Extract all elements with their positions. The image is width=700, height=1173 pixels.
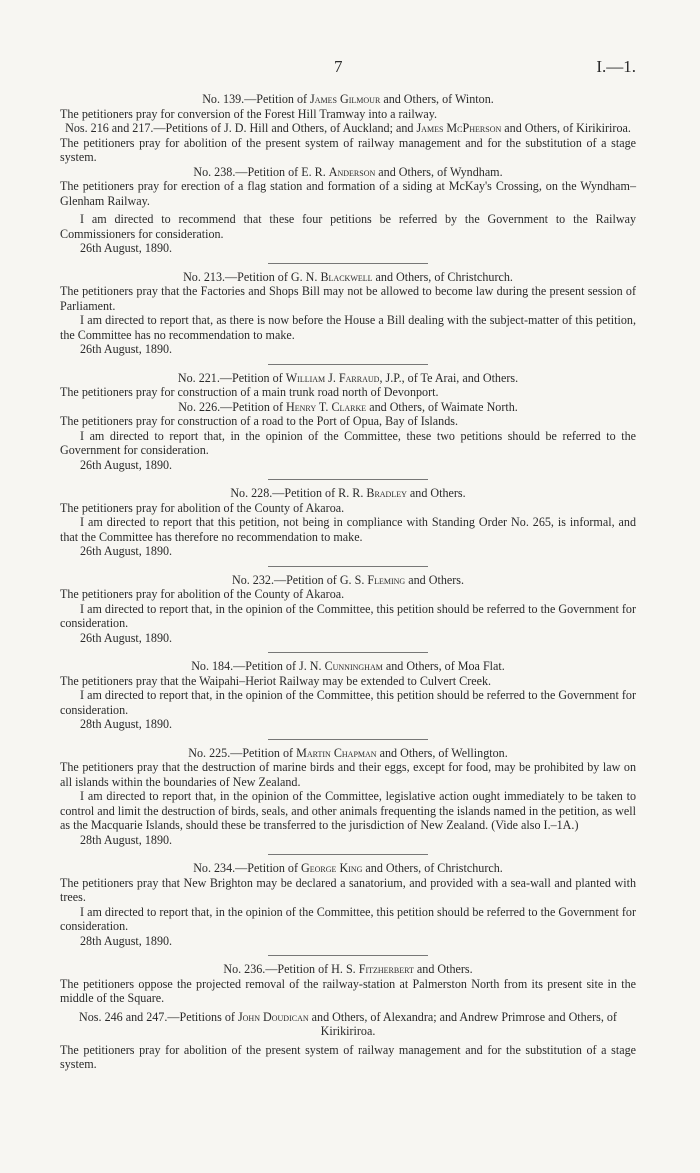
paper-reference: I.—1. [596,57,636,76]
section-rule [268,364,428,365]
petition-title-216-217: Nos. 216 and 217.—Petitions of J. D. Hill and Others, of Auckland; and James McPherson and Others, of Kirikiriroa. [65,121,631,135]
committee-report: I am directed to report that this petition, not being in compliance with Standing Order No. 265, is informal, and that the Committee has therefore no recommendation to make. [60,515,636,544]
section-rule [268,854,428,855]
report-date: 28th August, 1890. [80,717,173,731]
petition-text: The petitioners pray for abolition of the County of Akaroa. [60,500,345,515]
report-date: 26th August, 1890. [80,457,173,472]
report-date: 26th August, 1890. [80,544,173,558]
petition-title-236: No. 236.—Petition of H. S. Fitzherbert and Others. [223,962,473,976]
petition-text: The petitioners pray for abolition of the present system of railway management and for the substitution of a stage system. [60,1042,636,1071]
petition-title-232: No. 232.—Petition of G. S. Fleming and Others. [231,572,464,587]
section-rule [268,652,428,653]
committee-report: I am directed to recommend that these four petitions be referred by the Government to the Railway Commissioners for consideration. [60,212,636,241]
petition-title-246-247: Nos. 246 and 247.—Petitions of John Doudican and Others, of Alexandra; and Andrew Primrose and Others, of Kirikiriroa. [79,1009,617,1038]
committee-report: I am directed to report that, in the opinion of the Committee, legislative action ought immediately to be taken to control and limit the destruction of birds, seals, and other animals frequenting the islands named in the petition, as well as the Macquarie Islands, should these be transferred to the jurisdiction of New Zealand. (Vide also I.–1A.) [60,789,636,832]
page-number: 7 [334,57,343,76]
petition-text: The petitioners pray that New Brighton may be declared a sanatorium, and provided with a sea-wall and planted with trees. [60,875,636,904]
petition-text: The petitioners pray for construction of a road to the Port of Opua, Bay of Islands. [60,414,458,428]
petition-text: The petitioners pray that the Factories and Shops Bill may not be allowed to become law during the present session of Parliament. [60,284,636,313]
page-header [60,0,636,92]
committee-report: I am directed to report that, as there is now before the House a Bill dealing with the subject-matter of this petition, the Committee has no recommendation to make. [60,313,636,342]
petition-text: The petitioners pray for construction of a main trunk road north of Devonport. [60,385,439,399]
committee-report: I am directed to report that, in the opinion of the Committee, this petition should be referred to the Government for consideration. [60,688,636,717]
section-rule [268,739,428,740]
section-rule [268,955,428,956]
petition-title-213: No. 213.—Petition of G. N. Blackwell and Others, of Christchurch. [183,269,513,284]
petition-text: The petitioners pray for conversion of the Forest Hill Tramway into a railway. [60,106,438,121]
petition-title-139: No. 139.—Petition of James Gilmour and Others, of Winton. [202,92,494,106]
report-date: 26th August, 1890. [80,630,173,645]
petition-title-225: No. 225.—Petition of Martin Chapman and Others, of Wellington. [188,745,508,760]
petition-title-226: No. 226.—Petition of Henry T. Clarke and Others, of Waimate North. [178,399,518,414]
petition-text: The petitioners pray for abolition of the present system of railway management and for the substitution of a stage system. [60,135,636,164]
section-rule [268,479,428,480]
petition-title-184: No. 184.—Petition of J. N. Cunningham and Others, of Moa Flat. [191,659,505,673]
petition-title-221: No. 221.—Petition of William J. Farraud, J.P., of Te Arai, and Others. [177,370,519,385]
petition-title-238: No. 238.—Petition of E. R. Anderson and Others, of Wyndham. [193,164,503,179]
petition-text: The petitioners pray that the destruction of marine birds and their eggs, except for food, may be prohibited by law on all islands within the boundaries of New Zealand. [60,760,636,789]
section-rule [268,263,428,264]
report-date: 28th August, 1890. [80,933,173,948]
committee-report: I am directed to report that, in the opinion of the Committee, this petition should be referred to the Government for consideration. [60,904,636,933]
petition-title-228: No. 228.—Petition of R. R. Bradley and Others. [230,486,466,500]
petition-text: The petitioners pray for abolition of the County of Akaroa. [60,587,345,601]
committee-report: I am directed to report that, in the opinion of the Committee, these two petitions should be referred to the Government for consideration. [60,428,636,457]
committee-report: I am directed to report that, in the opinion of the Committee, this petition should be referred to the Government for consideration. [60,601,636,630]
petition-text: The petitioners oppose the projected removal of the railway-station at Palmerston North from its present site in the middle of the Square. [60,976,636,1005]
petition-title-234: No. 234.—Petition of George King and Others, of Christchurch. [193,861,503,875]
report-date: 28th August, 1890. [80,832,173,847]
report-date: 26th August, 1890. [80,342,173,356]
section-rule [268,566,428,567]
report-date: 26th August, 1890. [80,241,173,255]
petition-text: The petitioners pray for erection of a flag station and formation of a siding at McKay's Crossing, on the Wyndham–Glenham Railway. [60,179,636,208]
petition-text: The petitioners pray that the Waipahi–Heriot Railway may be extended to Culvert Creek. [60,673,492,688]
